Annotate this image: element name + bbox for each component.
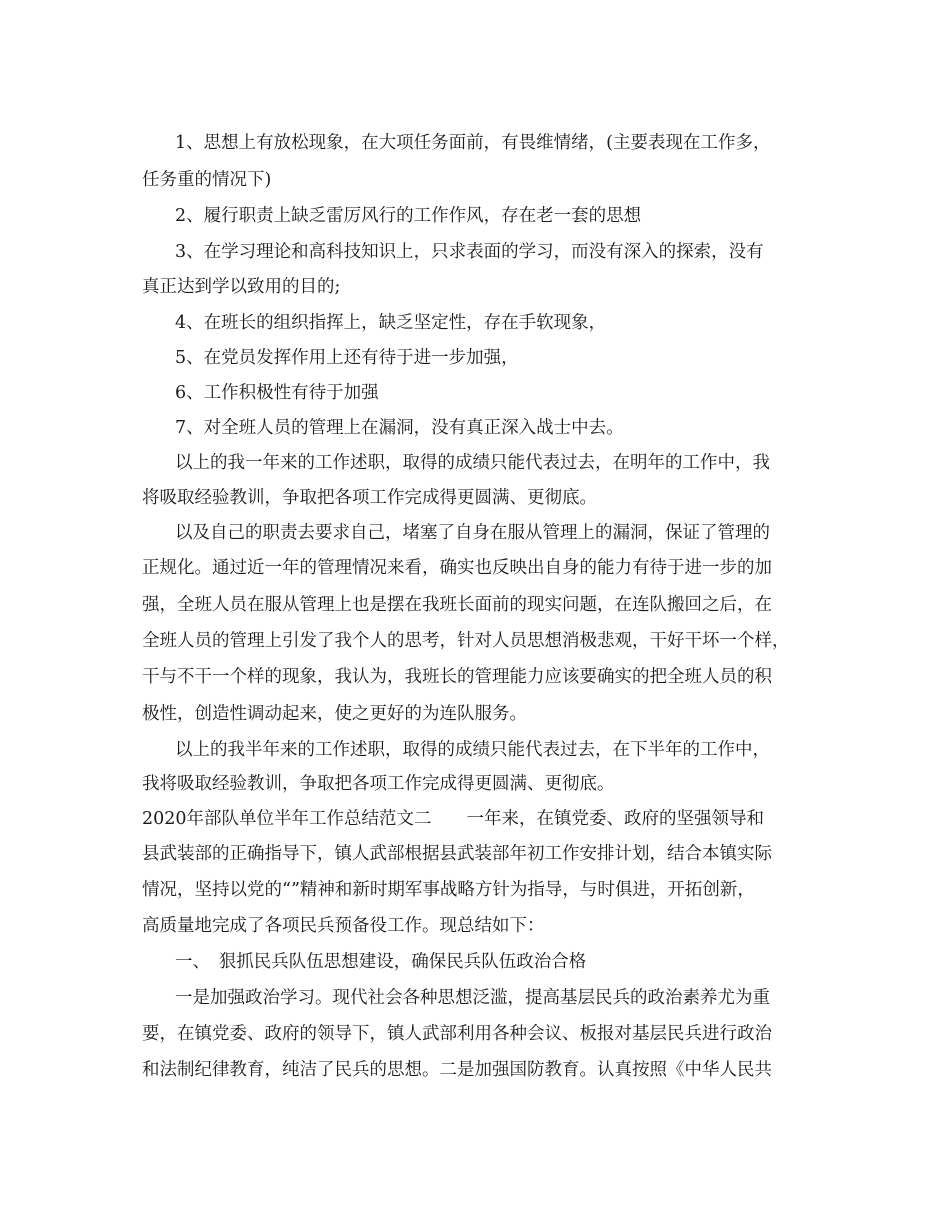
text-line: 3、在学习理论和高科技知识上，只求表面的学习，而没有深入的探索，没有 xyxy=(175,242,764,262)
text-line: 和法制纪律教育，纯洁了民兵的思想。二是加强国防教育。认真按照《中华人民共 xyxy=(142,1060,772,1080)
text-line: 一、 狠抓民兵队伍思想建设，确保民兵队伍政治合格 xyxy=(175,952,587,972)
text-line: 6、工作积极性有待于加强 xyxy=(175,383,379,403)
text-line: 强，全班人员在服从管理上也是摆在我班长面前的现实问题，在连队搬回之后，在 xyxy=(142,595,772,615)
text-line: 任务重的情况下) xyxy=(142,170,272,190)
text-line: 2020年部队单位半年工作总结范文二 一年来，在镇党委、政府的坚强领导和 xyxy=(142,809,765,829)
text-line: 要，在镇党委、政府的领导下，镇人武部利用各种会议、板报对基层民兵进行政治 xyxy=(142,1024,772,1044)
text-line: 全班人员的管理上引发了我个人的思考，针对人员思想消极悲观，干好干坏一个样， xyxy=(142,631,790,651)
text-line: 极性，创造性调动起来，使之更好的为连队服务。 xyxy=(142,704,527,724)
text-line: 正规化。通过近一年的管理情况来看，确实也反映出自身的能力有待于进一步的加 xyxy=(142,558,772,578)
text-line: 我将吸取经验教训，争取把各项工作完成得更圆满、更彻底。 xyxy=(142,774,615,794)
text-line: 1、思想上有放松现象，在大项任务面前，有畏维情绪，(主要表现在工作多， xyxy=(175,133,771,153)
text-line: 真正达到学以致用的目的; xyxy=(142,277,341,297)
text-line: 高质量地完成了各项民兵预备役工作。现总结如下： xyxy=(142,916,545,936)
text-line: 以上的我一年来的工作述职，取得的成绩只能代表过去，在明年的工作中，我 xyxy=(175,453,770,473)
text-line: 县武装部的正确指导下，镇人武部根据县武装部年初工作安排计划，结合本镇实际 xyxy=(142,844,772,864)
text-line: 4、在班长的组织指挥上，缺乏坚定性，存在手软现象， xyxy=(175,313,607,333)
text-line: 以及自己的职责去要求自己，堵塞了自身在服从管理上的漏洞，保证了管理的 xyxy=(175,523,770,543)
text-line: 2、履行职责上缺乏雷厉风行的工作作风，存在老一套的思想 xyxy=(175,206,642,226)
text-line: 以上的我半年来的工作述职，取得的成绩只能代表过去，在下半年的工作中， xyxy=(175,740,770,760)
text-line: 干与不干一个样的现象，我认为，我班长的管理能力应该要确实的把全班人员的积 xyxy=(142,667,772,687)
text-line: 将吸取经验教训，争取把各项工作完成得更圆满、更彻底。 xyxy=(142,488,597,508)
text-line: 5、在党员发挥作用上还有待于进一步加强， xyxy=(175,348,519,368)
text-line: 情况，坚持以党的“”精神和新时期军事战略方针为指导，与时俱进，开拓创新， xyxy=(142,880,755,900)
text-line: 7、对全班人员的管理上在漏洞，没有真正深入战士中去。 xyxy=(175,418,624,438)
text-line: 一是加强政治学习。现代社会各种思想泛滥，提高基层民兵的政治素养尤为重 xyxy=(175,988,770,1008)
